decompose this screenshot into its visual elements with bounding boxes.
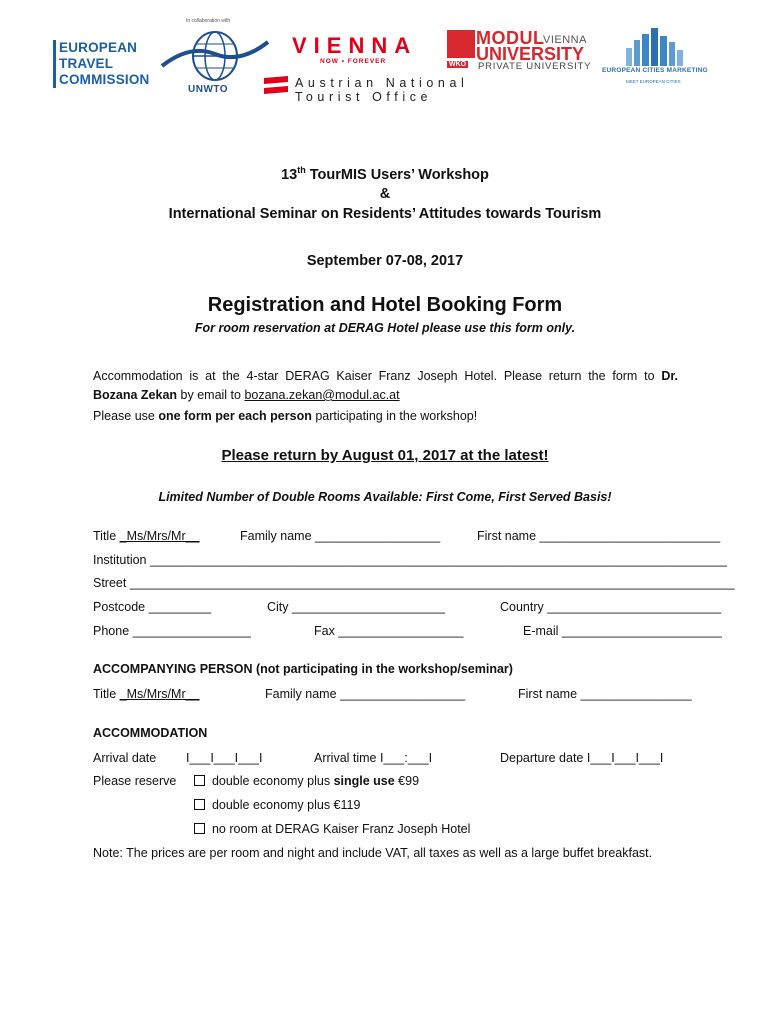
option-no-room[interactable]: no room at DERAG Kaiser Franz Joseph Hotel bbox=[194, 822, 470, 836]
university-label: UNIVERSITY bbox=[476, 44, 585, 64]
private-university-label: PRIVATE UNIVERSITY bbox=[478, 61, 592, 72]
ecm-tagline: MEET EUROPEAN CITIES bbox=[626, 79, 681, 84]
checkbox[interactable] bbox=[194, 823, 205, 834]
form-title: Registration and Hotel Booking Form bbox=[207, 294, 563, 316]
checkbox[interactable] bbox=[194, 799, 205, 810]
workshop-title: 13th TourMIS Users’ Workshop bbox=[281, 165, 489, 183]
intro-paragraph: Accommodation is at the 4-star DERAG Kaiser Franz Joseph Hotel. Please return the form to Dr. Bozana Zekan by email to bozana.zekan@modul.ac.at bbox=[93, 369, 678, 402]
austria-flag-icon bbox=[264, 76, 288, 96]
etc-logo: EUROPEAN TRAVEL COMMISSION bbox=[55, 40, 150, 88]
first-name-field[interactable]: First name __________________________ bbox=[477, 529, 721, 543]
accommodation-heading: ACCOMMODATION bbox=[93, 726, 208, 740]
country-field[interactable]: Country _________________________ bbox=[500, 600, 722, 614]
institution-field[interactable]: Institution ___________________________________________________________________________________ bbox=[93, 553, 727, 567]
street-field[interactable]: Street _______________________________________________________________________________________ bbox=[93, 576, 735, 590]
ecm-label: EUROPEAN CITIES MARKETING bbox=[602, 67, 708, 74]
modul-logo: MODUL bbox=[476, 28, 545, 48]
one-form-note: Please use one form per each person participating in the workshop! bbox=[93, 409, 478, 423]
email-field[interactable]: E-mail _______________________ bbox=[523, 624, 722, 638]
arrival-date-field[interactable]: I___I___I___I bbox=[186, 751, 263, 765]
seminar-title: International Seminar on Residents’ Attitudes towards Tourism bbox=[168, 206, 602, 222]
departure-date-field[interactable]: Departure date I___I___I___I bbox=[500, 751, 664, 765]
vienna-tagline: NOW • FOREVER bbox=[320, 58, 387, 65]
accompanying-heading: ACCOMPANYING PERSON (not participating in the workshop/seminar) bbox=[93, 662, 513, 676]
unwto-caption: In collaboration with bbox=[186, 18, 231, 24]
accompanying-first-field[interactable]: First name ________________ bbox=[518, 687, 692, 701]
modul-vienna-label: VIENNA bbox=[543, 34, 587, 46]
city-field[interactable]: City ______________________ bbox=[267, 600, 445, 614]
ano-logo: Austrian National Tourist Office bbox=[295, 76, 469, 104]
postcode-field[interactable]: Postcode _________ bbox=[93, 600, 212, 614]
deadline-notice: Please return by August 01, 2017 at the latest! bbox=[221, 447, 549, 464]
accompanying-family-field[interactable]: Family name __________________ bbox=[265, 687, 466, 701]
title-field[interactable]: Title _Ms/Mrs/Mr__ bbox=[93, 529, 200, 543]
unwto-globe-icon bbox=[160, 24, 270, 86]
option-single-use[interactable]: double economy plus single use €99 bbox=[194, 774, 419, 788]
price-note: Note: The prices are per room and night and include VAT, all taxes as well as a large buffet breakfast. bbox=[93, 846, 653, 860]
event-date: September 07-08, 2017 bbox=[306, 253, 464, 269]
unwto-label: UNWTO bbox=[188, 84, 229, 95]
checkbox[interactable] bbox=[194, 775, 205, 786]
form-subtitle: For room reservation at DERAG Hotel please use this form only. bbox=[194, 321, 576, 335]
fax-field[interactable]: Fax __________________ bbox=[314, 624, 464, 638]
ampersand: & bbox=[379, 186, 391, 202]
modul-logo-mark bbox=[447, 30, 475, 58]
reserve-label: Please reserve bbox=[93, 774, 177, 788]
contact-email-link[interactable]: bozana.zekan@modul.ac.at bbox=[244, 388, 400, 402]
phone-field[interactable]: Phone _________________ bbox=[93, 624, 251, 638]
vienna-logo: VIENNA bbox=[292, 33, 418, 58]
family-name-field[interactable]: Family name __________________ bbox=[240, 529, 441, 543]
wko-badge: WKO bbox=[449, 61, 467, 68]
option-double[interactable]: double economy plus €119 bbox=[194, 798, 360, 812]
arrival-date-label: Arrival date bbox=[93, 751, 157, 765]
arrival-time-field[interactable]: Arrival time I___:___I bbox=[314, 751, 433, 765]
limited-rooms-notice: Limited Number of Double Rooms Available: First Come, First Served Basis! bbox=[158, 490, 612, 504]
ecm-skyline-icon bbox=[624, 28, 688, 66]
accompanying-title-field[interactable]: Title _Ms/Mrs/Mr__ bbox=[93, 687, 200, 701]
